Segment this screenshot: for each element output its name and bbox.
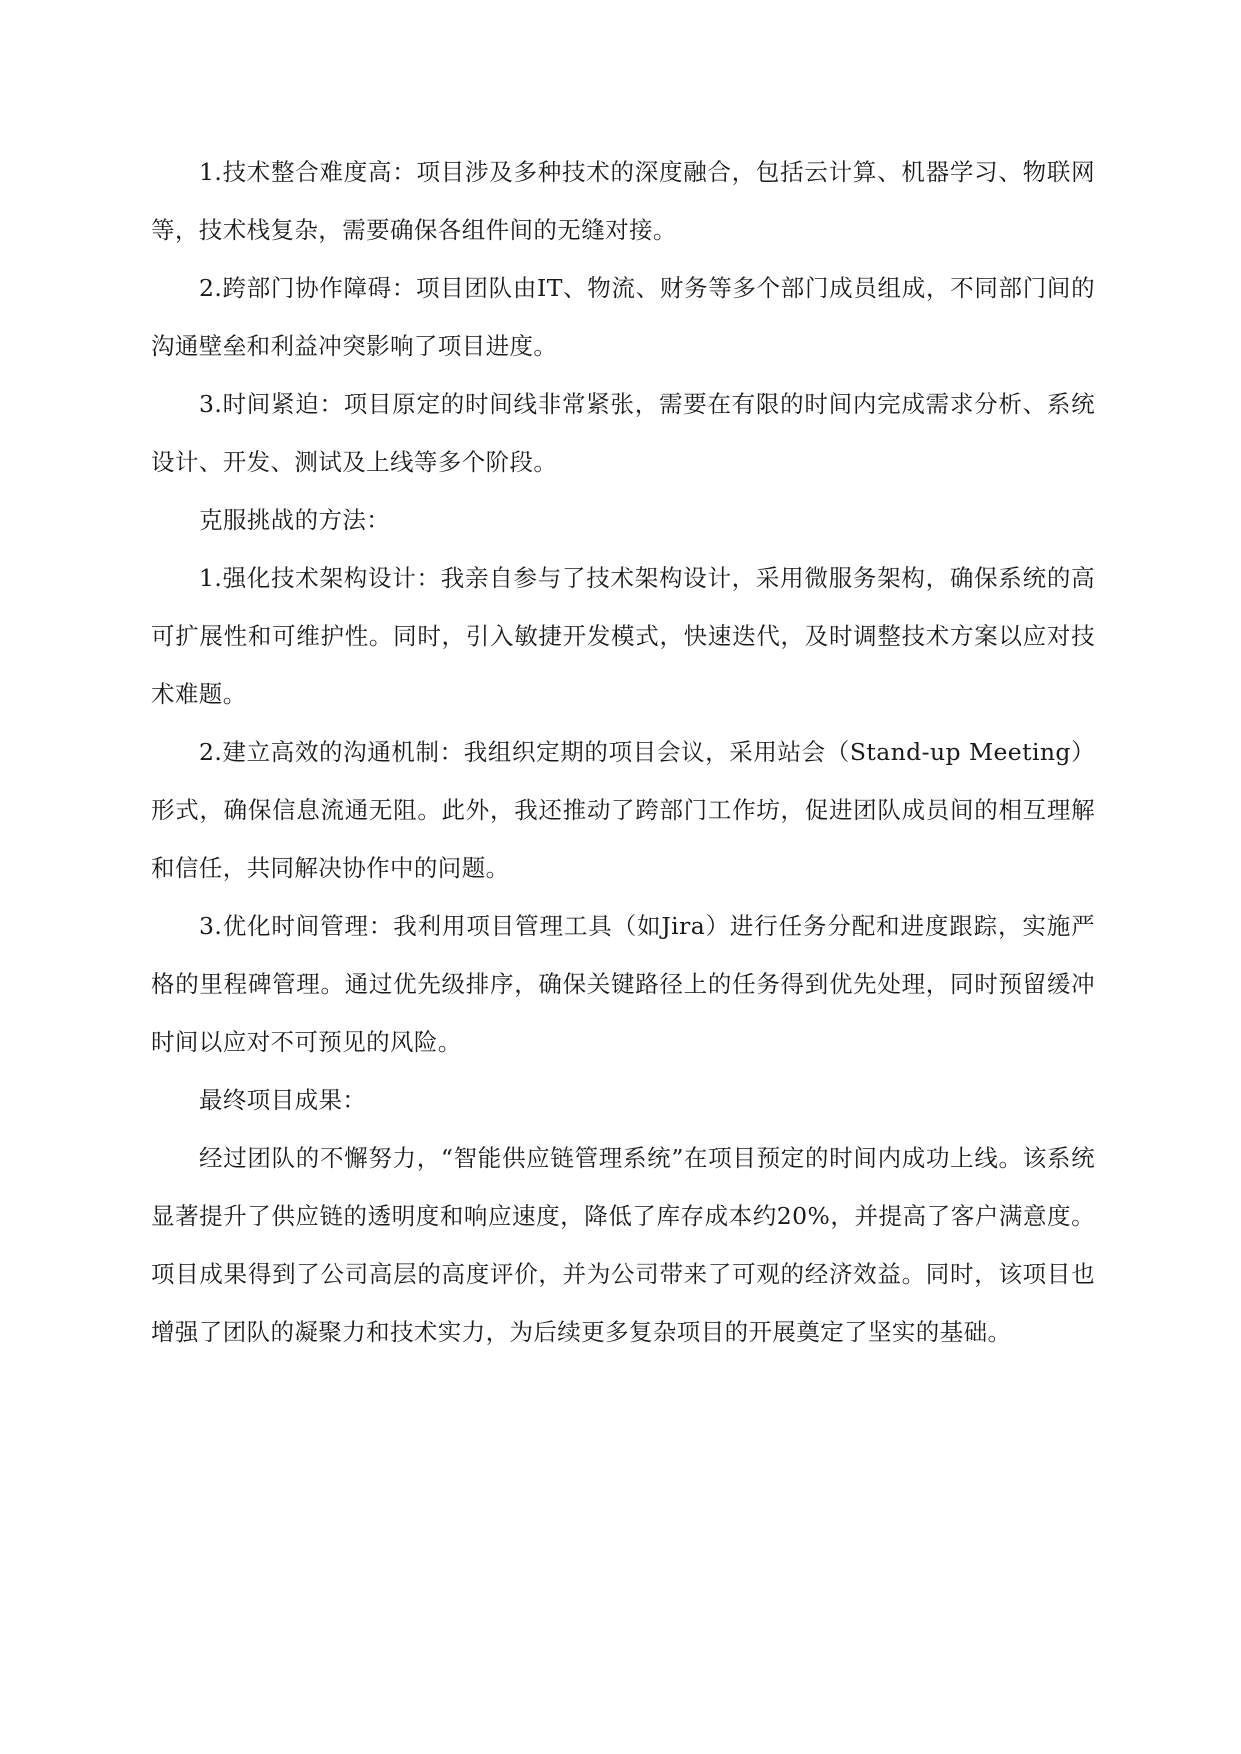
method-3-paragraph: 3.优化时间管理：我利用项目管理工具（如Jira）进行任务分配和进度跟踪，实施严格的里程碑管理。通过优先级排序，确保关键路径上的任务得到优先处理，同时预留缓冲时间以应对不可预见的风险。: [151, 912, 1095, 1056]
results-heading: 最终项目成果：: [199, 1086, 367, 1114]
method-2-paragraph: 2.建立高效的沟通机制：我组织定期的项目会议，采用站会（Stand-up Meeting）形式，确保信息流通无阻。此外，我还推动了跨部门工作坊，促进团队成员间的相互理解和信任，共同解决协作中的问题。: [151, 738, 1095, 882]
methods-heading: 克服挑战的方法：: [199, 506, 391, 534]
challenge-3-paragraph: 3.时间紧迫：项目原定的时间线非常紧张，需要在有限的时间内完成需求分析、系统设计、开发、测试及上线等多个阶段。: [151, 390, 1095, 476]
challenge-1-paragraph: 1.技术整合难度高：项目涉及多种技术的深度融合，包括云计算、机器学习、物联网等，技术栈复杂，需要确保各组件间的无缝对接。: [151, 158, 1095, 244]
document-body: [151, 143, 1095, 1361]
challenge-2-paragraph: 2.跨部门协作障碍：项目团队由IT、物流、财务等多个部门成员组成，不同部门间的沟通壁垒和利益冲突影响了项目进度。: [151, 274, 1095, 360]
results-paragraph: 经过团队的不懈努力，“智能供应链管理系统”在项目预定的时间内成功上线。该系统显著提升了供应链的透明度和响应速度，降低了库存成本约20%，并提高了客户满意度。项目成果得到了公司高层的高度评价，并为公司带来了可观的经济效益。同时，该项目也增强了团队的凝聚力和技术实力，为后续更多复杂项目的开展奠定了坚实的基础。: [151, 1144, 1095, 1346]
method-1-paragraph: 1.强化技术架构设计：我亲自参与了技术架构设计，采用微服务架构，确保系统的高可扩展性和可维护性。同时，引入敏捷开发模式，快速迭代，及时调整技术方案以应对技术难题。: [151, 564, 1095, 708]
